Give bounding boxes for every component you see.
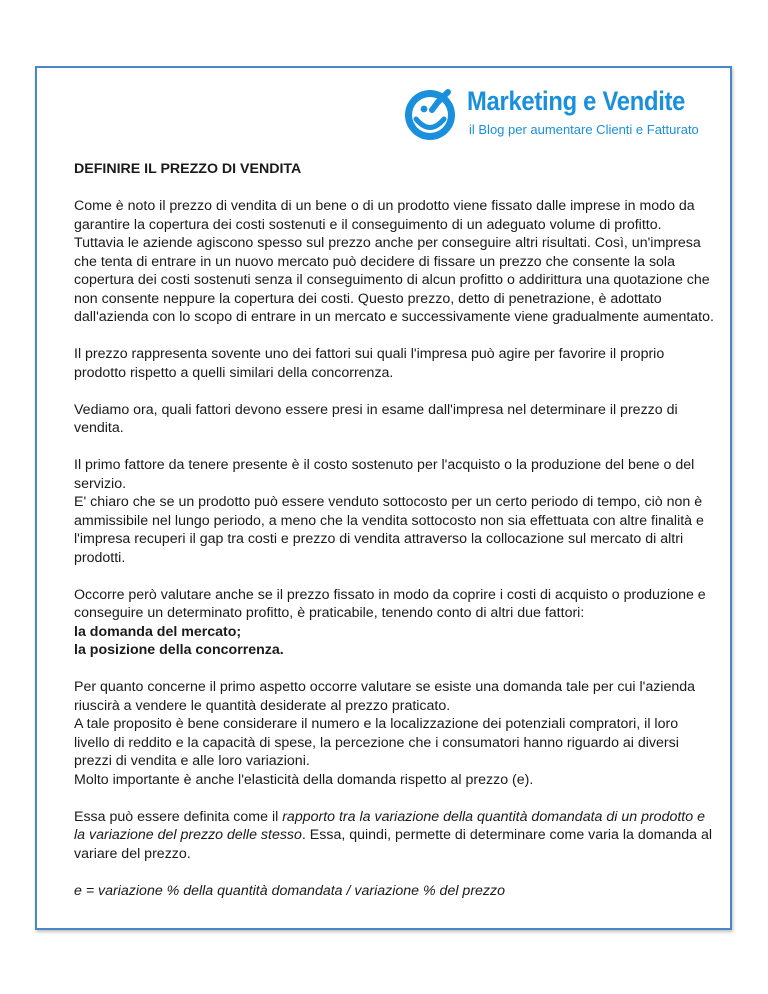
paragraph: Vediamo ora, quali fattori devono essere presi in esame dall'impresa nel determinare il prezzo di vendita.: [74, 401, 678, 436]
bold-item: la domanda del mercato;: [74, 623, 242, 640]
brand-subtitle: il Blog per aumentare Clienti e Fatturato: [469, 122, 699, 137]
paragraph-line: Occorre però valutare anche se il prezzo fissato in modo da coprire i costi di acquisto o produzione e conseguire un determinato profitto, è praticabile, tenendo conto di altri due fattori:: [74, 586, 706, 621]
paragraph-line: Come è noto il prezzo di vendita di un bene o di un prodotto viene fissato dalle imprese in modo da garantire la copertura dei costi sostenuti e il conseguimento di un adeguato volume di profitto.: [74, 198, 695, 233]
brand-title: Marketing e Vendite: [467, 86, 686, 116]
paragraph: [74, 678, 714, 789]
definition-italic: rapporto tra la variazione della quantità domandata di un prodotto e la variazione del prezzo delle stesso: [74, 808, 705, 843]
paragraph: [74, 456, 714, 567]
paragraph-line: Tuttavia le aziende agiscono spesso sul prezzo anche per conseguire altri risultati. Così, un'impresa che tenta di entrare in un nuovo mercato può decidere di fissare un prezzo che consente la sola copertura dei costi sostenuti senza il conseguimento di alcun profitto o addirittura una quotazione che non consente neppure la copertura dei costi. Questo prezzo, detto di penetrazione, è adottato dall'azienda con lo scopo di entrare in un mercato e successivamente viene gradualmente aumentato.: [74, 235, 714, 325]
brand-logo[interactable]: [402, 84, 722, 144]
paragraph-line: Per quanto concerne il primo aspetto occorre valutare se esiste una domanda tale per cui l'azienda riuscirà a vendere le quantità desiderate al prezzo praticato.: [74, 679, 696, 714]
paragraph-line: Molto importante è anche l'elasticità della domanda rispetto al prezzo (e).: [74, 771, 534, 788]
paragraph-line: E' chiaro che se un prodotto può essere venduto sottocosto per un certo periodo di tempo, ciò non è ammissibile nel lungo periodo, a meno che la vendita sottocosto non sia effettuata con altre finalità e l'impresa recuperi il gap tra costi e prezzo di vendita attraverso la collocazione sul mercato di altri prodotti.: [74, 494, 704, 566]
text-span: . Essa, quindi, permette di determinare come varia la domanda al variare del prezzo.: [74, 827, 712, 862]
article-body: [74, 160, 714, 919]
paragraph: [74, 586, 714, 660]
paragraph: Il prezzo rappresenta sovente uno dei fattori sui quali l'impresa può agire per favorire il proprio prodotto rispetto a quelli similari della concorrenza.: [74, 346, 665, 381]
text-span: Essa può essere definita come il: [74, 808, 283, 825]
paragraph: [74, 808, 714, 864]
article-heading: DEFINIRE IL PREZZO DI VENDITA: [74, 161, 302, 177]
paragraph: [74, 197, 714, 327]
smiley-check-icon: [402, 86, 458, 142]
formula-text: e = variazione % della quantità domandata / variazione % del prezzo: [74, 882, 506, 899]
paragraph-line: A tale proposito è bene considerare il numero e la localizzazione dei potenziali compratori, il loro livello di reddito e la capacità di spese, la percezione che i consumatori hanno riguardo ai diversi prezzi di vendita e alle loro variazioni.: [74, 716, 679, 769]
paragraph-line: Il primo fattore da tenere presente è il costo sostenuto per l'acquisto o la produzione del bene o del servizio.: [74, 457, 695, 492]
bold-item: la posizione della concorrenza.: [74, 642, 284, 658]
formula: [74, 882, 714, 901]
